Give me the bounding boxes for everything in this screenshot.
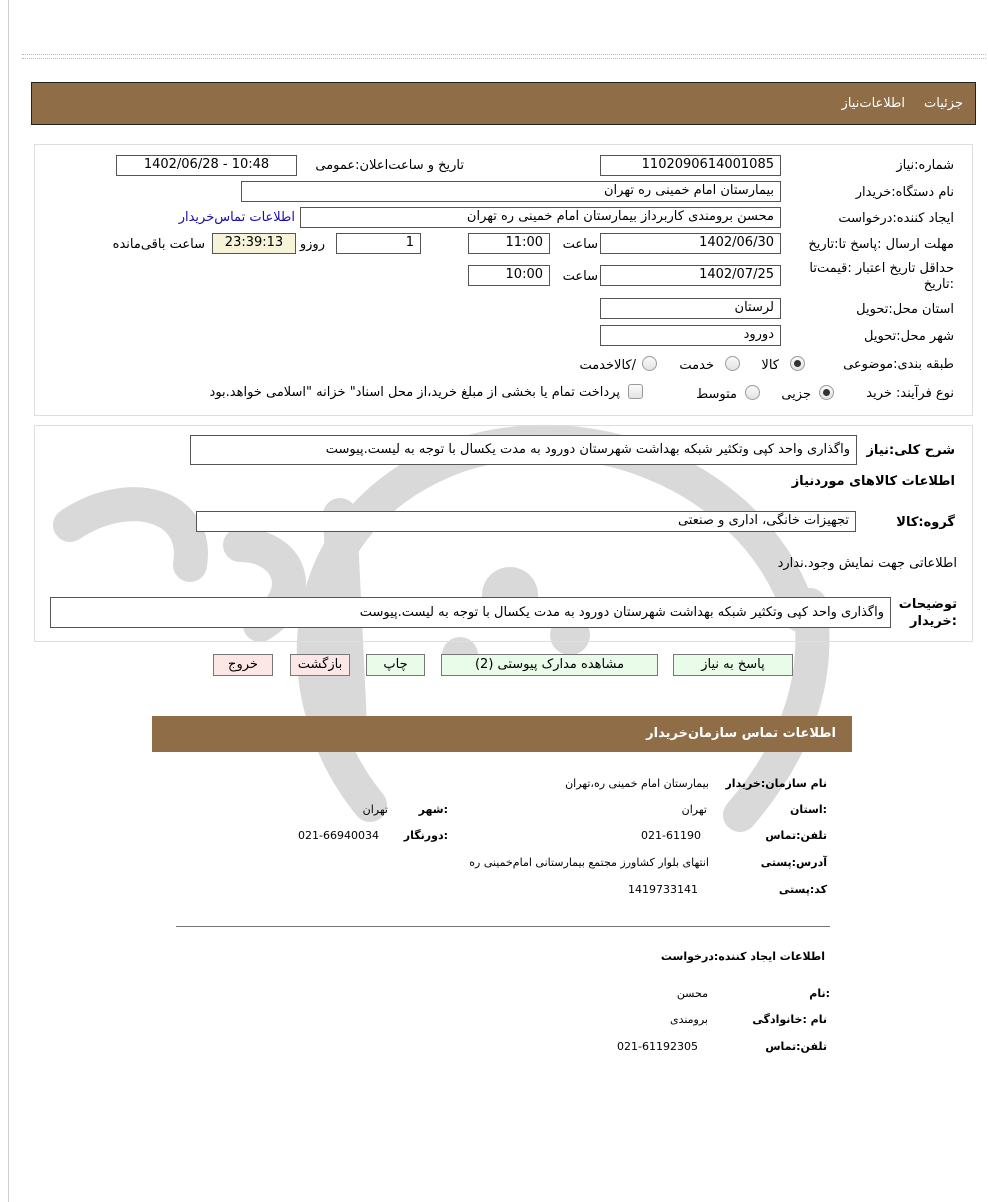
- postal-code-value: 1419733141: [628, 883, 698, 896]
- exit-button[interactable]: خروج: [213, 654, 273, 676]
- creator-family-value: برومندی: [669, 1013, 708, 1026]
- days-field: 1: [336, 233, 421, 254]
- back-button[interactable]: بازگشت: [290, 654, 350, 676]
- buyer-contact-link[interactable]: اطلاعات تماس‌خریدار: [178, 210, 295, 225]
- creator-family-label: نام :خانوادگی: [752, 1013, 827, 1026]
- deadline-label: مهلت ارسال :پاسخ تا:تاریخ: [808, 237, 954, 252]
- validity-time-field: 10:00: [468, 265, 550, 286]
- announce-date-field: 1402/06/28 - 10:48: [116, 155, 297, 176]
- buyer-notes-label-2: :خریدار: [910, 614, 957, 629]
- creator-phone-value: 021-61192305: [617, 1040, 698, 1053]
- no-info-text: اطلاعاتی جهت نمایش وجود.ندارد: [777, 556, 957, 571]
- buyer-org-field: بیمارستان امام خمینی ره تهران: [241, 181, 781, 202]
- deadline-date-field: 1402/06/30: [600, 233, 781, 254]
- tab-need-info[interactable]: اطلاعات‌نیاز: [841, 96, 905, 111]
- contact-city-value: تهران: [362, 803, 388, 816]
- contact-province-value: تهران: [681, 803, 707, 816]
- need-number-label: شماره:نیاز: [896, 158, 954, 173]
- category-radio-service[interactable]: [725, 356, 740, 371]
- org-name-label: نام سازمان:خریدار: [725, 777, 827, 790]
- contact-fax-label: :دورنگار: [403, 829, 448, 842]
- buyer-notes-label: توضیحات: [898, 597, 957, 612]
- contact-province-label: :استان: [790, 803, 827, 816]
- postal-code-label: کد:پستی: [778, 883, 827, 896]
- process-option-medium: متوسط: [696, 387, 737, 402]
- address-value: انتهای بلوار کشاورز مجتمع بیمارستانی امام‌خمینی ره: [469, 856, 709, 869]
- summary-label: شرح کلی:نیاز: [866, 443, 955, 458]
- days-label: روزو: [299, 237, 325, 252]
- category-option-service: خدمت: [679, 358, 714, 373]
- dotted-divider-bottom: [22, 58, 986, 59]
- buyer-contact-title: اطلاعات تماس سازمان‌خریدار: [646, 726, 836, 741]
- process-radio-medium[interactable]: [745, 385, 760, 400]
- remaining-time-field: 23:39:13: [212, 233, 296, 254]
- deadline-time-field: 11:00: [468, 233, 550, 254]
- validity-label-2: :تاریخ: [923, 277, 954, 292]
- buyer-notes-field: واگذاری واحد کپی وتکثیر شبکه بهداشت شهرستان دورود به مدت یکسال با توجه به لیست.پیوست: [50, 597, 891, 628]
- page-header-bar: [31, 82, 976, 125]
- treasury-payment-note: پرداخت تمام یا بخشی از مبلغ خرید،از محل اسناد" خزانه "اسلامی خواهد.بود: [209, 385, 620, 400]
- creator-name-value: محسن: [676, 987, 708, 1000]
- process-option-minor: جزیی: [781, 387, 811, 402]
- province-label: استان محل:تحویل: [856, 302, 954, 317]
- province-field: لرستان: [600, 298, 781, 319]
- section-divider: [176, 926, 830, 927]
- contact-phone-label: تلفن:تماس: [765, 829, 827, 842]
- city-label: شهر محل:تحویل: [864, 329, 954, 344]
- contact-fax-value: 021-66940034: [298, 829, 379, 842]
- buyer-org-label: نام دستگاه:خریدار: [855, 185, 954, 200]
- creator-info-title: اطلاعات ایجاد کننده:درخواست: [660, 950, 825, 963]
- goods-group-label: گروه:کالا: [896, 515, 955, 530]
- announce-date-label: تاریخ و ساعت‌اعلان:عمومی: [315, 158, 464, 173]
- contact-phone-value: 021-61190: [641, 829, 701, 842]
- category-radio-goods[interactable]: [790, 356, 805, 371]
- org-name-value: بیمارستان امام خمینی ره،تهران: [565, 777, 709, 790]
- category-label: طبقه بندی:موضوعی: [843, 357, 954, 372]
- validity-label: حداقل تاریخ اعتبار :قیمت‌تا: [809, 261, 954, 276]
- need-number-field: 1102090614001085: [600, 155, 781, 176]
- contact-city-label: :شهر: [418, 803, 448, 816]
- dotted-divider-top: [22, 54, 986, 55]
- address-label: آدرس:پستی: [760, 856, 827, 869]
- city-field: دورود: [600, 325, 781, 346]
- category-option-goods: کالا: [761, 358, 779, 373]
- creator-phone-label: تلفن:تماس: [765, 1040, 827, 1053]
- category-radio-goods-service[interactable]: [642, 356, 657, 371]
- process-radio-minor[interactable]: [819, 385, 834, 400]
- creator-field: محسن برومندی کاربرداز بیمارستان امام خمینی ره تهران: [300, 207, 781, 228]
- treasury-payment-checkbox[interactable]: [628, 384, 643, 399]
- category-option-goods-service: /کالاخدمت: [579, 358, 636, 373]
- goods-info-title: اطلاعات کالاهای موردنیاز: [791, 474, 955, 489]
- deadline-time-label: ساعت: [562, 237, 598, 252]
- validity-time-label: ساعت: [562, 269, 598, 284]
- reply-button[interactable]: پاسخ به نیاز: [673, 654, 793, 676]
- remaining-time-label: ساعت باقی‌مانده: [112, 237, 205, 252]
- view-documents-button[interactable]: مشاهده مدارک پیوستی (2): [441, 654, 658, 676]
- tab-details[interactable]: جزئیات: [924, 96, 963, 111]
- left-border: [8, 0, 9, 1202]
- buyer-contact-header: [152, 716, 852, 752]
- goods-group-field: تجهیزات خانگی، اداری و صنعتی: [196, 511, 856, 532]
- validity-date-field: 1402/07/25: [600, 265, 781, 286]
- summary-field: واگذاری واحد کپی وتکثیر شبکه بهداشت شهرستان دورود به مدت یکسال با توجه به لیست.پیوست: [190, 435, 857, 465]
- creator-name-label: :نام: [809, 987, 830, 1000]
- creator-label: ایجاد کننده:درخواست: [838, 211, 954, 226]
- print-button[interactable]: چاپ: [366, 654, 425, 676]
- process-type-label: نوع فرآیند: خرید: [866, 386, 954, 401]
